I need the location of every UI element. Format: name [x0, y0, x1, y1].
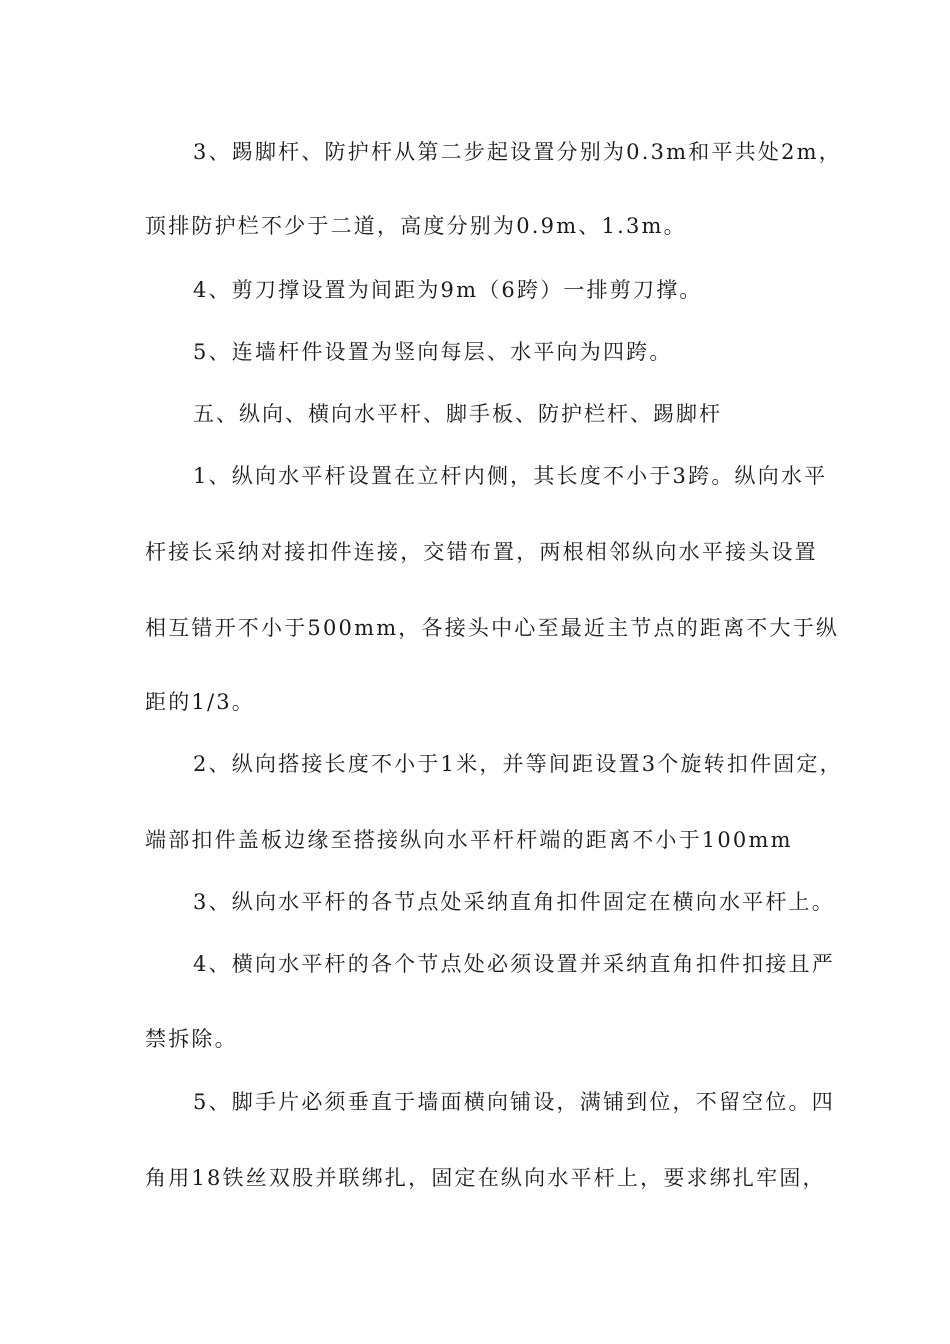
paragraph-line: 相互错开不小于500mm，各接头中心至最近主节点的距离不大于纵	[145, 616, 840, 640]
section-heading: 五、纵向、横向水平杆、脚手板、防护栏杆、踢脚杆	[193, 402, 722, 426]
paragraph-line: 3、纵向水平杆的各节点处采纳直角扣件固定在横向水平杆上。	[193, 890, 835, 914]
paragraph-line: 4、横向水平杆的各个节点处必须设置并采纳直角扣件扣接且严	[193, 952, 835, 976]
paragraph-line: 禁拆除。	[145, 1027, 238, 1051]
paragraph-line: 4、剪刀撑设置为间距为9m（6跨）一排剪刀撑。	[193, 278, 703, 302]
paragraph-line: 1、纵向水平杆设置在立杆内侧，其长度不小于3跨。纵向水平	[193, 464, 828, 488]
paragraph-line: 端部扣件盖板边缘至搭接纵向水平杆杆端的距离不小于100mm	[145, 828, 793, 852]
paragraph-line: 角用18铁丝双股并联绑扎，固定在纵向水平杆上，要求绑扎牢固，	[145, 1166, 826, 1190]
paragraph-line: 5、连墙杆件设置为竖向每层、水平向为四跨。	[193, 340, 673, 364]
paragraph-line: 距的1/3。	[145, 690, 255, 714]
paragraph-line: 3、踢脚杆、防护杆从第二步起设置分别为0.3m和平共处2m，	[193, 140, 842, 164]
paragraph-line: 顶排防护栏不少于二道，高度分别为0.9m、1.3m。	[145, 214, 687, 238]
paragraph-line: 2、纵向搭接长度不小于1米，并等间距设置3个旋转扣件固定，	[193, 752, 843, 776]
paragraph-line: 5、脚手片必须垂直于墙面横向铺设，满铺到位，不留空位。四	[193, 1090, 835, 1114]
paragraph-line: 杆接长采纳对接扣件连接，交错布置，两根相邻纵向水平接头设置	[145, 540, 818, 564]
